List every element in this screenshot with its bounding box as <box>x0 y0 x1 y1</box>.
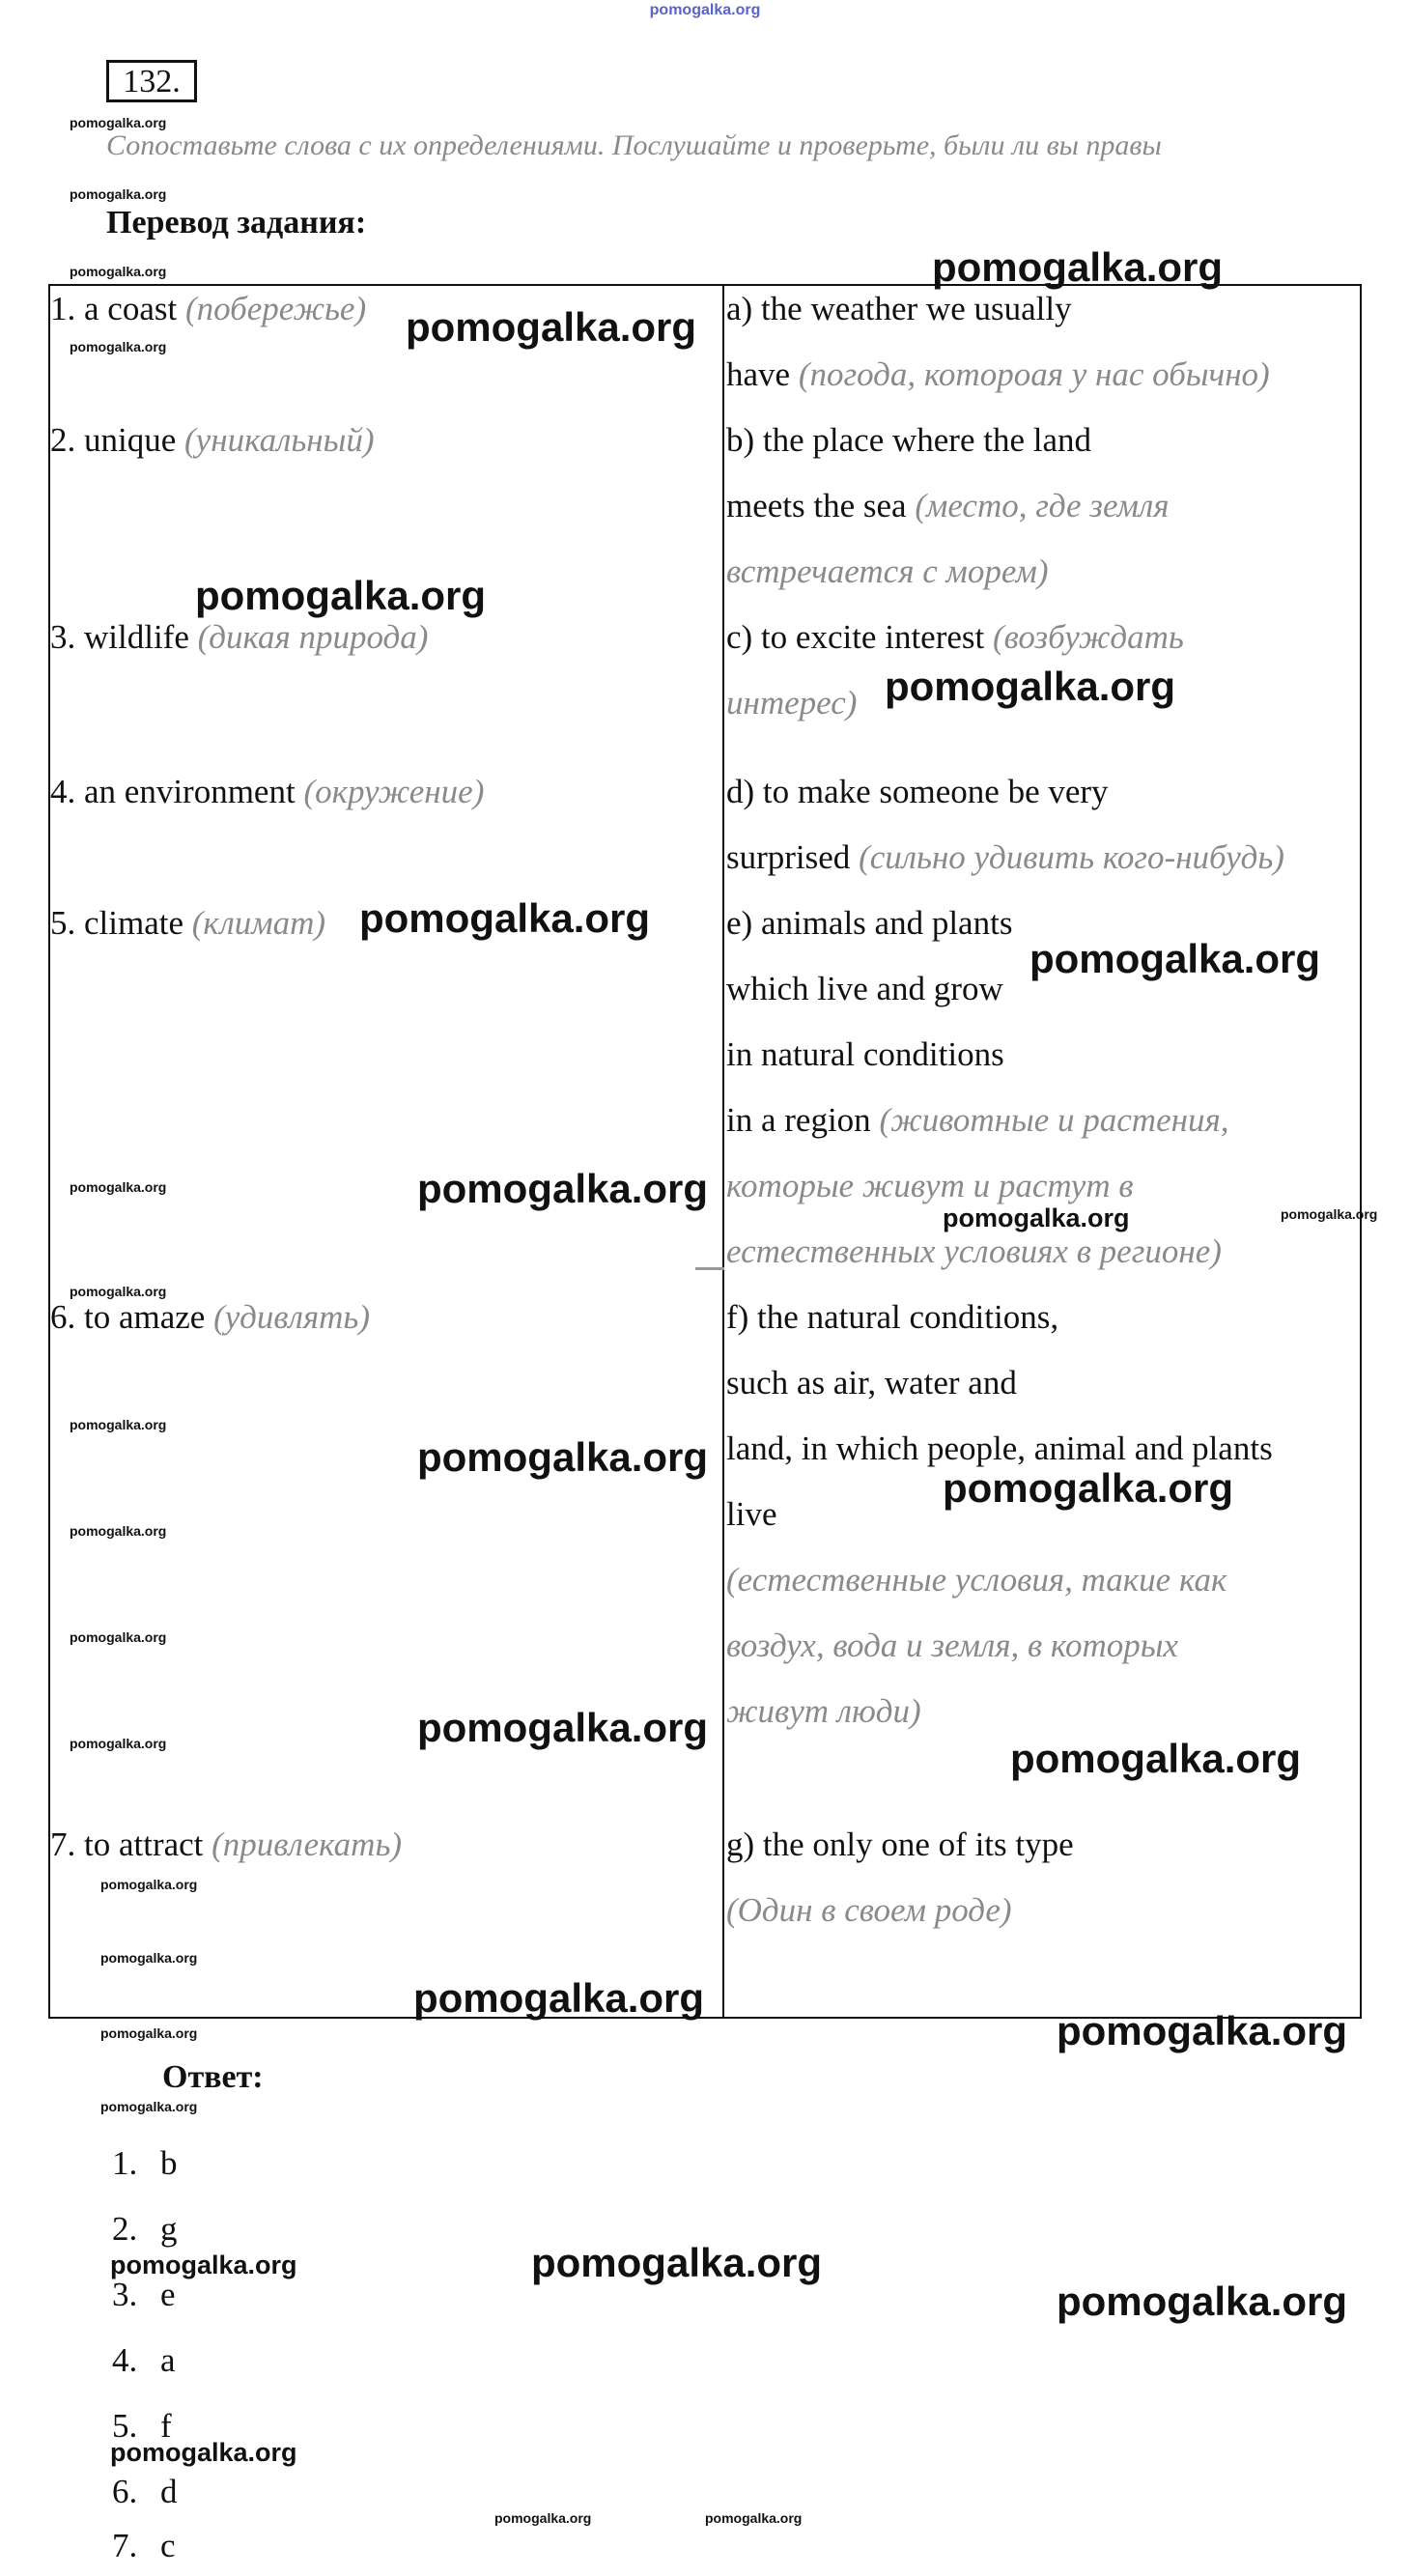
watermark-small: pomogalka.org <box>70 1629 167 1645</box>
watermark-large: pomogalka.org <box>531 2240 823 2285</box>
definition-line: g) the only one of its type <box>726 1826 1074 1863</box>
word-translation: (привлекать) <box>212 1826 403 1863</box>
answer-item <box>112 2276 176 2314</box>
definition-g <box>726 1812 1074 1943</box>
definition-line: in natural conditions <box>726 1035 1004 1073</box>
word-row <box>50 1812 402 1878</box>
answer-value: a <box>160 2341 176 2379</box>
watermark-large: pomogalka.org <box>1010 1736 1302 1781</box>
definition-line: live <box>726 1495 777 1533</box>
watermark-medium: pomogalka.org <box>110 2438 297 2467</box>
definition-translation: (возбуждать <box>992 618 1184 656</box>
word-row <box>50 759 484 825</box>
watermark-large: pomogalka.org <box>417 1434 709 1480</box>
watermark-large: pomogalka.org <box>413 1975 705 2021</box>
watermark-small: pomogalka.org <box>70 339 167 354</box>
word-term: 7. to attract <box>50 1826 204 1863</box>
watermark-small: pomogalka.org <box>705 2510 803 2526</box>
word-translation: (уникальный) <box>184 421 375 459</box>
definition-translation: воздух, вода и земля, в которых <box>726 1627 1178 1664</box>
answer-number: 1. <box>112 2144 138 2182</box>
definition-line: land, in which people, animal and plants <box>726 1430 1273 1467</box>
definition-translation: живут люди) <box>726 1692 921 1730</box>
word-term: 5. climate <box>50 904 184 942</box>
definition-line: e) animals and plants <box>726 904 1013 942</box>
definition-d <box>726 759 1284 891</box>
definition-line: c) to excite interest <box>726 618 985 656</box>
word-translation: (дикая природа) <box>197 618 429 656</box>
definition-translation: (естественные условия, такие как <box>726 1561 1227 1599</box>
answer-heading: Ответ: <box>162 2059 264 2095</box>
watermark-large: pomogalka.org <box>406 304 697 350</box>
word-term: 1. a coast <box>50 290 178 327</box>
word-term: 3. wildlife <box>50 618 189 656</box>
definition-translation: интерес) <box>726 684 858 722</box>
answer-value: c <box>160 2527 176 2564</box>
watermark-medium: pomogalka.org <box>943 1203 1130 1232</box>
watermark-small: pomogalka.org <box>100 2099 198 2114</box>
definition-a <box>726 276 1270 408</box>
definition-translation: встречается с морем) <box>726 552 1049 590</box>
watermark-small: pomogalka.org <box>494 2510 592 2526</box>
answer-item <box>112 2210 178 2249</box>
watermark-top: pomogalka.org <box>649 2 761 18</box>
answer-number: 7. <box>112 2527 138 2564</box>
word-translation: (окружение) <box>303 773 485 810</box>
word-row <box>50 276 366 342</box>
watermark-large: pomogalka.org <box>417 1705 709 1750</box>
watermark-small: pomogalka.org <box>100 1877 198 1892</box>
answer-item <box>112 2473 178 2511</box>
word-translation: (удивлять) <box>213 1298 370 1336</box>
definition-translation: (Один в своем роде) <box>726 1891 1012 1929</box>
watermark-small: pomogalka.org <box>70 115 167 130</box>
watermark-small: pomogalka.org <box>70 1284 167 1299</box>
word-term: 4. an environment <box>50 773 296 810</box>
definition-translation: (животные и растения, <box>879 1101 1229 1139</box>
definition-translation: (погода, котороая у нас обычно) <box>798 355 1270 393</box>
answer-number: 4. <box>112 2341 138 2379</box>
definition-translation: которые живут и растут в <box>726 1167 1134 1204</box>
definition-line: d) to make someone be very <box>726 773 1109 810</box>
watermark-small: pomogalka.org <box>70 1523 167 1539</box>
definition-line: meets the sea <box>726 487 907 524</box>
watermark-large: pomogalka.org <box>943 1465 1234 1511</box>
definition-translation: (место, где земля <box>915 487 1170 524</box>
watermark-large: pomogalka.org <box>195 573 487 618</box>
definition-translation: (сильно удивить кого-нибудь) <box>859 838 1284 876</box>
answer-item <box>112 2527 176 2565</box>
word-term: 6. to amaze <box>50 1298 206 1336</box>
definition-line: have <box>726 355 791 393</box>
answer-value: d <box>160 2473 178 2510</box>
answer-item <box>112 2144 178 2183</box>
watermark-large: pomogalka.org <box>1029 936 1321 981</box>
definition-line: a) the weather we usually <box>726 290 1072 327</box>
answer-number: 6. <box>112 2473 138 2510</box>
watermark-small: pomogalka.org <box>70 186 167 202</box>
definition-line: surprised <box>726 838 851 876</box>
answer-number: 5. <box>112 2407 138 2445</box>
translation-heading: Перевод задания: <box>106 205 367 241</box>
word-row <box>50 891 325 956</box>
definition-line: in a region <box>726 1101 871 1139</box>
watermark-medium: pomogalka.org <box>110 2250 297 2279</box>
task-number: 132. <box>106 60 197 102</box>
watermark-large: pomogalka.org <box>417 1166 709 1211</box>
watermark-small: pomogalka.org <box>100 2025 198 2041</box>
watermark-large: pomogalka.org <box>1057 2279 1348 2324</box>
definition-line: b) the place where the land <box>726 421 1092 459</box>
answer-value: e <box>160 2276 176 2313</box>
word-row <box>50 408 374 473</box>
answer-value: b <box>160 2144 178 2182</box>
watermark-large: pomogalka.org <box>359 895 651 941</box>
definition-line: f) the natural conditions, <box>726 1298 1059 1336</box>
table-divider <box>722 284 724 2019</box>
watermark-small: pomogalka.org <box>70 1417 167 1432</box>
answer-item <box>112 2341 176 2380</box>
answer-number: 2. <box>112 2210 138 2248</box>
word-translation: (побережье) <box>184 290 367 327</box>
watermark-large: pomogalka.org <box>932 244 1224 290</box>
definition-line: such as air, water and <box>726 1364 1017 1401</box>
watermark-large: pomogalka.org <box>1057 2008 1348 2053</box>
watermark-small: pomogalka.org <box>70 1736 167 1751</box>
watermark-small: pomogalka.org <box>1281 1206 1378 1222</box>
definition-b <box>726 408 1169 605</box>
answer-value: g <box>160 2210 178 2248</box>
answer-value: f <box>160 2407 172 2445</box>
watermark-large: pomogalka.org <box>885 664 1176 709</box>
definition-translation: естественных условиях в регионе) <box>726 1232 1222 1270</box>
watermark-small: pomogalka.org <box>70 1179 167 1195</box>
scan-artifact <box>695 1267 724 1270</box>
answer-number: 3. <box>112 2276 138 2313</box>
watermark-small: pomogalka.org <box>100 1950 198 1966</box>
word-translation: (климат) <box>191 904 326 942</box>
task-instruction: Сопоставьте слова с их определениями. Послушайте и проверьте, были ли вы правы <box>106 129 1162 161</box>
definition-line: which live and grow <box>726 970 1003 1007</box>
watermark-small: pomogalka.org <box>70 264 167 279</box>
definition-f <box>726 1285 1273 1744</box>
word-term: 2. unique <box>50 421 177 459</box>
